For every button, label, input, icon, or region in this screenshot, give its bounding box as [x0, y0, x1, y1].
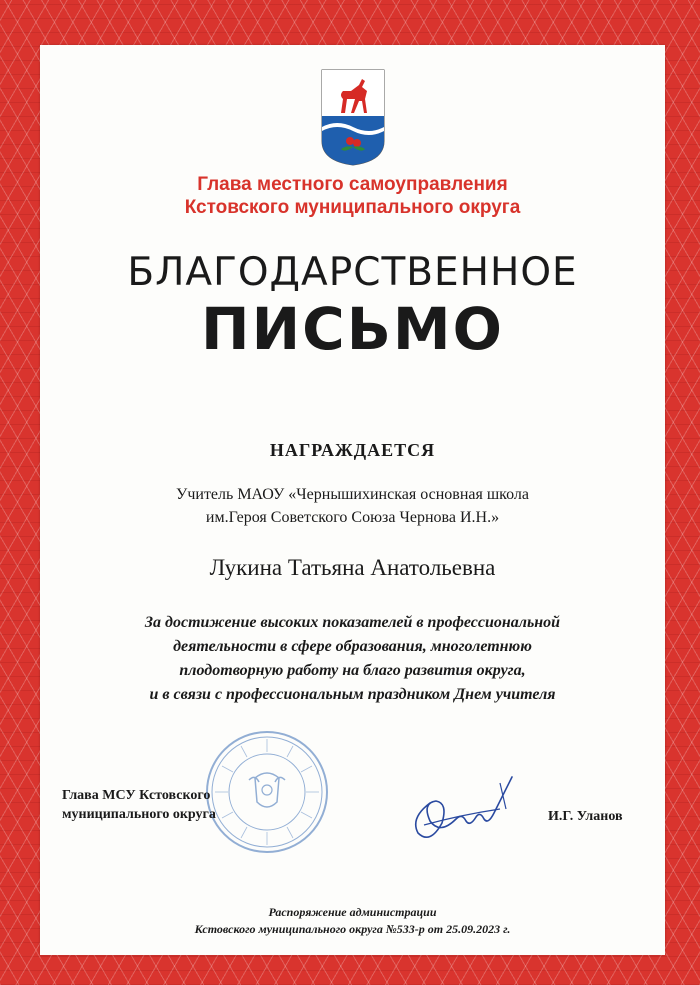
position-line-2: им.Героя Советского Союза Чернова И.Н.»	[205, 509, 500, 526]
document-title-line-2: ПИСЬМО	[201, 295, 504, 363]
certificate-sheet	[40, 45, 665, 955]
reason-line-1: За достижение высоких показателей в профессиональной	[144, 614, 561, 631]
issuer-line-2: Кстовского муниципального округа	[184, 197, 521, 218]
signer-title-line-1: Глава МСУ Кстовского	[62, 788, 211, 803]
position-line-1: Учитель МАОУ «Чернышихинская основная школа	[176, 486, 529, 503]
order-line-2: Кстовского муниципального округа №533-р от 25.09.2023 г.	[194, 922, 511, 936]
handwritten-signature-icon	[400, 763, 520, 843]
issuer-heading	[40, 173, 665, 219]
reason-line-2: деятельности в сфере образования, многолетнюю	[173, 638, 532, 655]
signer-title-line-2: муниципального округа	[62, 807, 216, 822]
reason-line-3: плодотворную работу на благо развития округа,	[179, 662, 526, 679]
document-title-line-1: БЛАГОДАРСТВЕННОЕ	[127, 250, 578, 295]
recipient-name: Лукина Татьяна Анатольевна	[209, 555, 496, 580]
order-line-1: Распоряжение администрации	[268, 905, 437, 919]
signer-title	[62, 786, 216, 824]
reason-line-4: и в связи с профессиональным праздником Днем учителя	[149, 686, 556, 703]
official-seal-icon	[205, 730, 329, 854]
issuer-line-1: Глава местного самоуправления	[197, 174, 508, 195]
recipient-position	[40, 483, 665, 529]
coat-of-arms-icon	[321, 69, 385, 166]
award-reason	[40, 611, 665, 707]
administrative-order	[40, 904, 665, 938]
awarded-label: НАГРАЖДАЕТСЯ	[269, 440, 436, 460]
signer-name: И.Г. Уланов	[548, 809, 623, 824]
